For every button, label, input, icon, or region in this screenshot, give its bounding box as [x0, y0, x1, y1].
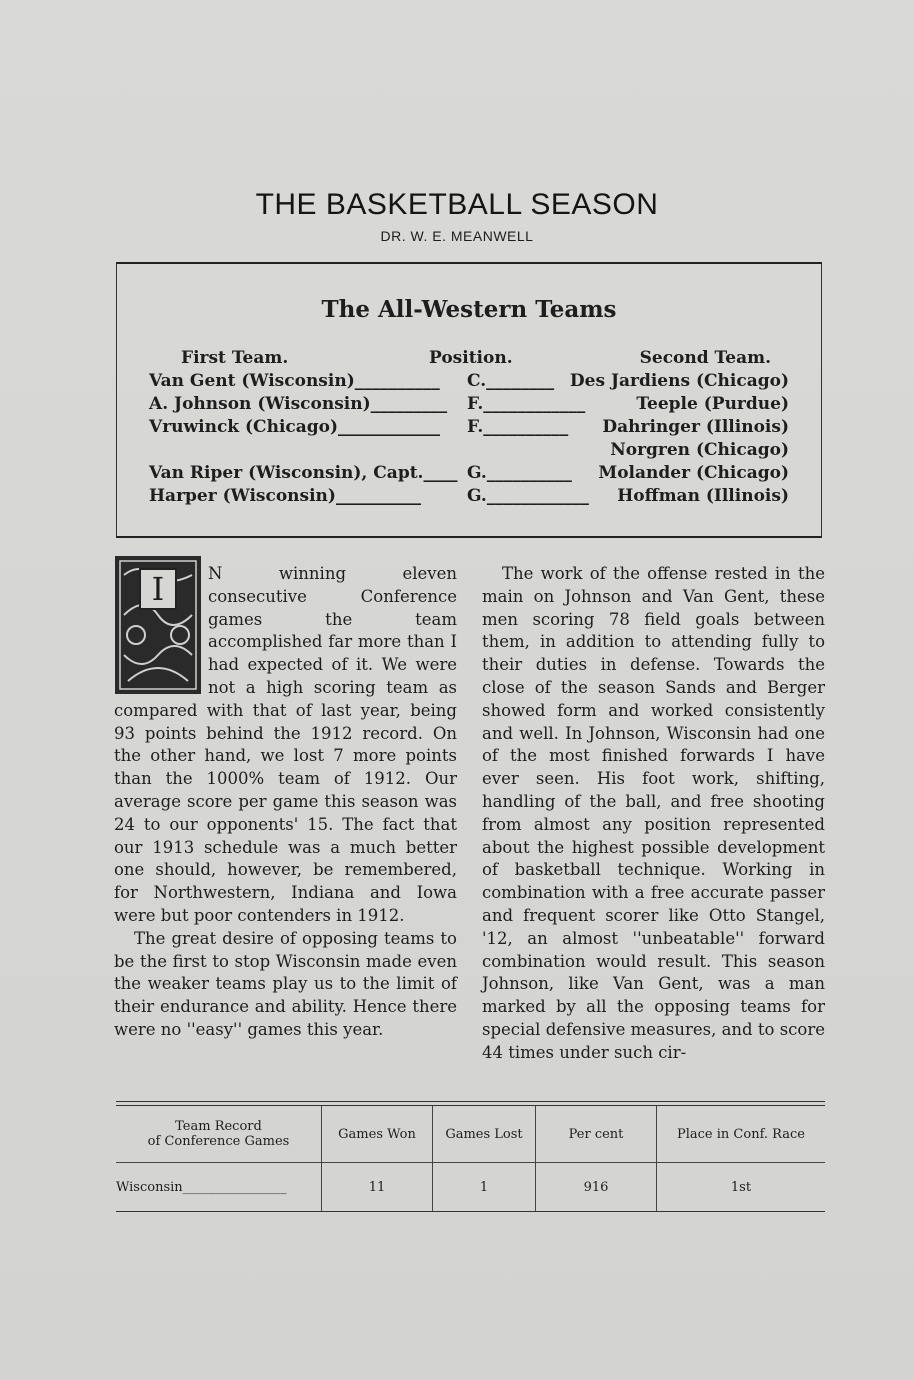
player-position: C.________ — [467, 371, 555, 391]
first-team-player: Van Gent (Wisconsin)__________ — [149, 371, 440, 391]
article-title: THE BASKETBALL SEASON — [255, 188, 659, 221]
left-paragraph-2: The great desire of opposing teams to be the first to stop Wisconsin made even the weaker teams play us to the limit of their endurance and ability. Hence there were no ''easy'' games this year. — [114, 928, 457, 1039]
table-bottom-rule — [116, 1211, 825, 1212]
player-position: G.____________ — [467, 486, 589, 506]
header-place: Place in Conf. Race — [657, 1106, 826, 1163]
team-row — [149, 394, 789, 417]
second-team-player: Dahringer (Illinois) — [602, 417, 789, 437]
team-row — [149, 417, 789, 440]
player-position: G.__________ — [467, 463, 572, 483]
header-per-cent: Per cent — [536, 1106, 657, 1163]
player-position: F.____________ — [467, 394, 586, 414]
cell-team: Wisconsin________________ — [116, 1179, 287, 1195]
box-title: The All-Western Teams — [321, 296, 617, 323]
team-row — [149, 486, 789, 509]
cell-percent: 916 — [536, 1163, 657, 1212]
article-author: DR. W. E. MEANWELL — [380, 228, 534, 244]
header-first-team: First Team. — [181, 348, 289, 368]
left-column — [114, 563, 457, 1042]
header-second-team: Second Team. — [639, 348, 771, 368]
second-team-player: Norgren (Chicago) — [610, 440, 789, 460]
first-team-player: A. Johnson (Wisconsin)_________ — [149, 394, 448, 414]
second-team-player: Molander (Chicago) — [598, 463, 789, 483]
first-team-player: Vruwinck (Chicago)____________ — [149, 417, 441, 437]
cell-won: 11 — [322, 1163, 433, 1212]
all-western-teams-box — [116, 262, 822, 538]
table-row — [116, 1163, 825, 1212]
team-row — [149, 463, 789, 486]
header-games-won: Games Won — [322, 1106, 433, 1163]
header-games-lost: Games Lost — [433, 1106, 536, 1163]
dropcap-letter: I — [151, 570, 165, 608]
ornamental-dropcap-icon — [114, 555, 202, 695]
teams-list — [149, 348, 789, 509]
first-team-player: Harper (Wisconsin)__________ — [149, 486, 421, 506]
second-team-player: Teeple (Purdue) — [636, 394, 789, 414]
right-column — [482, 563, 825, 1065]
second-team-player: Des Jardiens (Chicago) — [569, 371, 789, 391]
conference-record-table — [116, 1101, 825, 1212]
right-paragraph-1: The work of the offense rested in the main on Johnson and Van Gent, these men scoring 78 field goals between them, in addition to attending fully to their duties in defense. Towards the close of the season Sands and Berger showed form and worked consistently and well. In Johnson, Wisconsin had one of the most finished forwards I have ever seen. His foot work, shifting, handling of the ball, and free shooting from almost any position represented about the highest possible development of basketball technique. Working in combination with a free accurate passer and frequent scorer like Otto Stangel, '12, an almost ''unbeatable'' forward combination would result. This season Johnson, like Van Gent, was a man marked by all the opposing teams for special defensive measures, and to score 44 times under such cir- — [482, 564, 825, 1062]
header-team-record-line1: Team Record — [175, 1119, 262, 1134]
cell-lost: 1 — [433, 1163, 536, 1212]
header-team-record — [116, 1106, 322, 1163]
second-team-player: Hoffman (Illinois) — [617, 486, 789, 506]
player-position: F.__________ — [467, 417, 569, 437]
first-team-player: Van Riper (Wisconsin), Capt.____ — [149, 463, 458, 483]
table-header-row — [116, 1106, 825, 1163]
record-table — [116, 1106, 825, 1211]
left-paragraph-1: N winning eleven consecutive Conference games the team accomplished far more than I had expected of it. We were not a high scoring team as compared with that of last year, being 93 points behind the 1912 record. On the other hand, we lost 7 more points than the 1000% team of 1912. Our average score per game this season was 24 to our opponents' 15. The fact that our 1913 schedule was a much better one should, however, be remembered, for Northwestern, Indiana and Iowa were but poor contenders in 1912. — [114, 564, 457, 925]
header-team-record-line2: of Conference Games — [147, 1134, 290, 1149]
team-row — [149, 440, 789, 463]
cell-place: 1st — [657, 1163, 826, 1212]
table-top-rule — [116, 1101, 825, 1102]
teams-header — [149, 348, 789, 371]
team-row — [149, 371, 789, 394]
header-position: Position. — [429, 348, 513, 368]
